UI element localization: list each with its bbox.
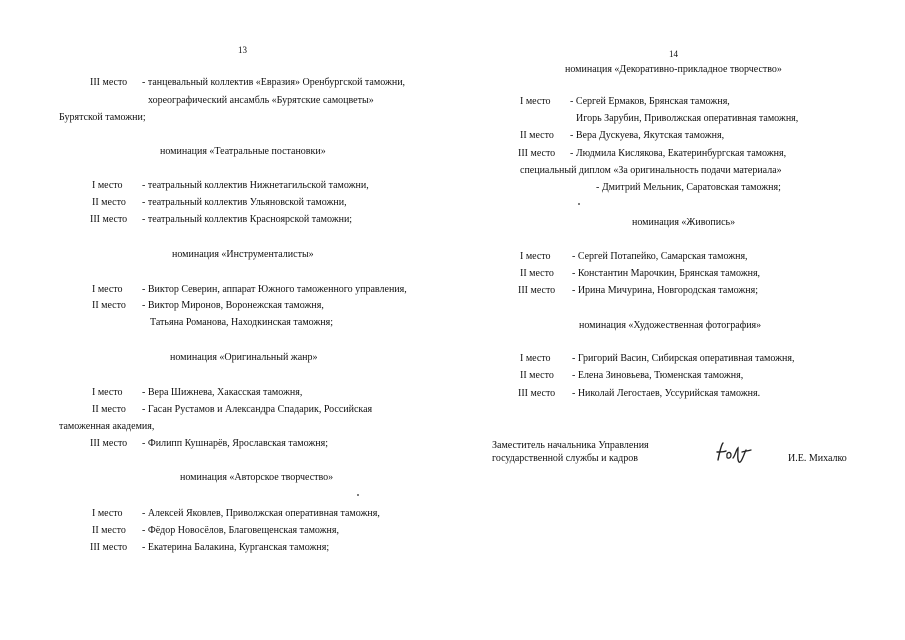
award-text: - Виктор Миронов, Воронежская таможня, (142, 300, 324, 311)
place-label: III место (518, 285, 556, 296)
place-label: II место (520, 268, 554, 279)
place-label: III место (90, 77, 128, 88)
place-label: I место (92, 284, 123, 295)
nomination-heading: номинация «Художественная фотография» (579, 320, 762, 331)
handwritten-signature (714, 440, 754, 466)
place-label: I место (92, 387, 123, 398)
award-text: - Филипп Кушнарёв, Ярославская таможня; (142, 438, 328, 449)
place-label: II место (92, 197, 126, 208)
place-label: III место (90, 542, 128, 553)
place-label: III место (90, 214, 128, 225)
award-text: - театральный коллектив Нижнетагильской таможни, (142, 180, 369, 191)
award-text: хореографический ансамбль «Бурятские самоцветы» (148, 95, 374, 106)
scan-speck (357, 494, 359, 496)
place-label: I место (520, 96, 551, 107)
award-text: - Вера Шижнева, Хакасская таможня, (142, 387, 303, 398)
award-text: - Людмила Кислякова, Екатеринбургская таможня, (570, 148, 787, 159)
nomination-heading: номинация «Живопись» (632, 217, 736, 228)
nomination-heading: номинация «Инструменталисты» (172, 249, 314, 260)
place-label: I место (92, 508, 123, 519)
award-text: - Елена Зиновьева, Тюменская таможня, (572, 370, 744, 381)
page-number: 13 (238, 45, 247, 55)
place-label: II место (520, 370, 554, 381)
place-label: II место (92, 404, 126, 415)
award-text: - Гасан Рустамов и Александра Спадарик, Российская (142, 404, 373, 415)
place-label: III место (518, 388, 556, 399)
page-14 (452, 0, 905, 640)
award-text: таможенная академия, (59, 421, 155, 432)
award-text: Игорь Зарубин, Приволжская оперативная таможня, (576, 113, 799, 124)
nomination-heading: номинация «Театральные постановки» (160, 146, 326, 157)
place-label: III место (518, 148, 556, 159)
scan-speck (578, 203, 580, 205)
place-label: II место (92, 300, 126, 311)
nomination-heading: номинация «Декоративно-прикладное творчество» (565, 64, 782, 75)
place-label: III место (90, 438, 128, 449)
award-text: - Константин Марочкин, Брянская таможня, (572, 268, 761, 279)
nomination-heading: номинация «Оригинальный жанр» (170, 352, 318, 363)
award-text: Татьяна Романова, Находкинская таможня; (150, 317, 334, 328)
award-text: - Сергей Потапейко, Самарская таможня, (572, 251, 748, 262)
signatory-title: Заместитель начальника Управления (492, 440, 649, 451)
signatory-title: государственной службы и кадров (492, 453, 638, 464)
award-text: - Алексей Яковлев, Приволжская оперативная таможня, (142, 508, 380, 519)
award-text: - Николай Легостаев, Уссурийская таможня. (572, 388, 761, 399)
award-text: Бурятской таможни; (59, 112, 146, 123)
nomination-heading: номинация «Авторское творчество» (180, 472, 334, 483)
award-text: - Дмитрий Мельник, Саратовская таможня; (596, 182, 781, 193)
page-13 (0, 0, 452, 640)
place-label: I место (520, 251, 551, 262)
signatory-name: И.Е. Михалко (788, 453, 847, 464)
award-text: - Виктор Северин, аппарат Южного таможенного управления, (142, 284, 407, 295)
award-text: специальный диплом «За оригинальность подачи материала» (520, 165, 782, 176)
place-label: II место (520, 130, 554, 141)
award-text: - Вера Дускуева, Якутская таможня, (570, 130, 725, 141)
award-text: - Фёдор Новосёлов, Благовещенская таможня, (142, 525, 340, 536)
award-text: - театральный коллектив Красноярской таможни; (142, 214, 353, 225)
award-text: - танцевальный коллектив «Евразия» Оренбургской таможни, (142, 77, 406, 88)
page-number: 14 (669, 49, 678, 59)
award-text: - театральный коллектив Ульяновской таможни, (142, 197, 347, 208)
place-label: I место (520, 353, 551, 364)
award-text: - Екатерина Балакина, Курганская таможня; (142, 542, 330, 553)
award-text: - Ирина Мичурина, Новгородская таможня; (572, 285, 759, 296)
place-label: I место (92, 180, 123, 191)
place-label: II место (92, 525, 126, 536)
award-text: - Сергей Ермаков, Брянская таможня, (570, 96, 730, 107)
award-text: - Григорий Васин, Сибирская оперативная таможня, (572, 353, 795, 364)
